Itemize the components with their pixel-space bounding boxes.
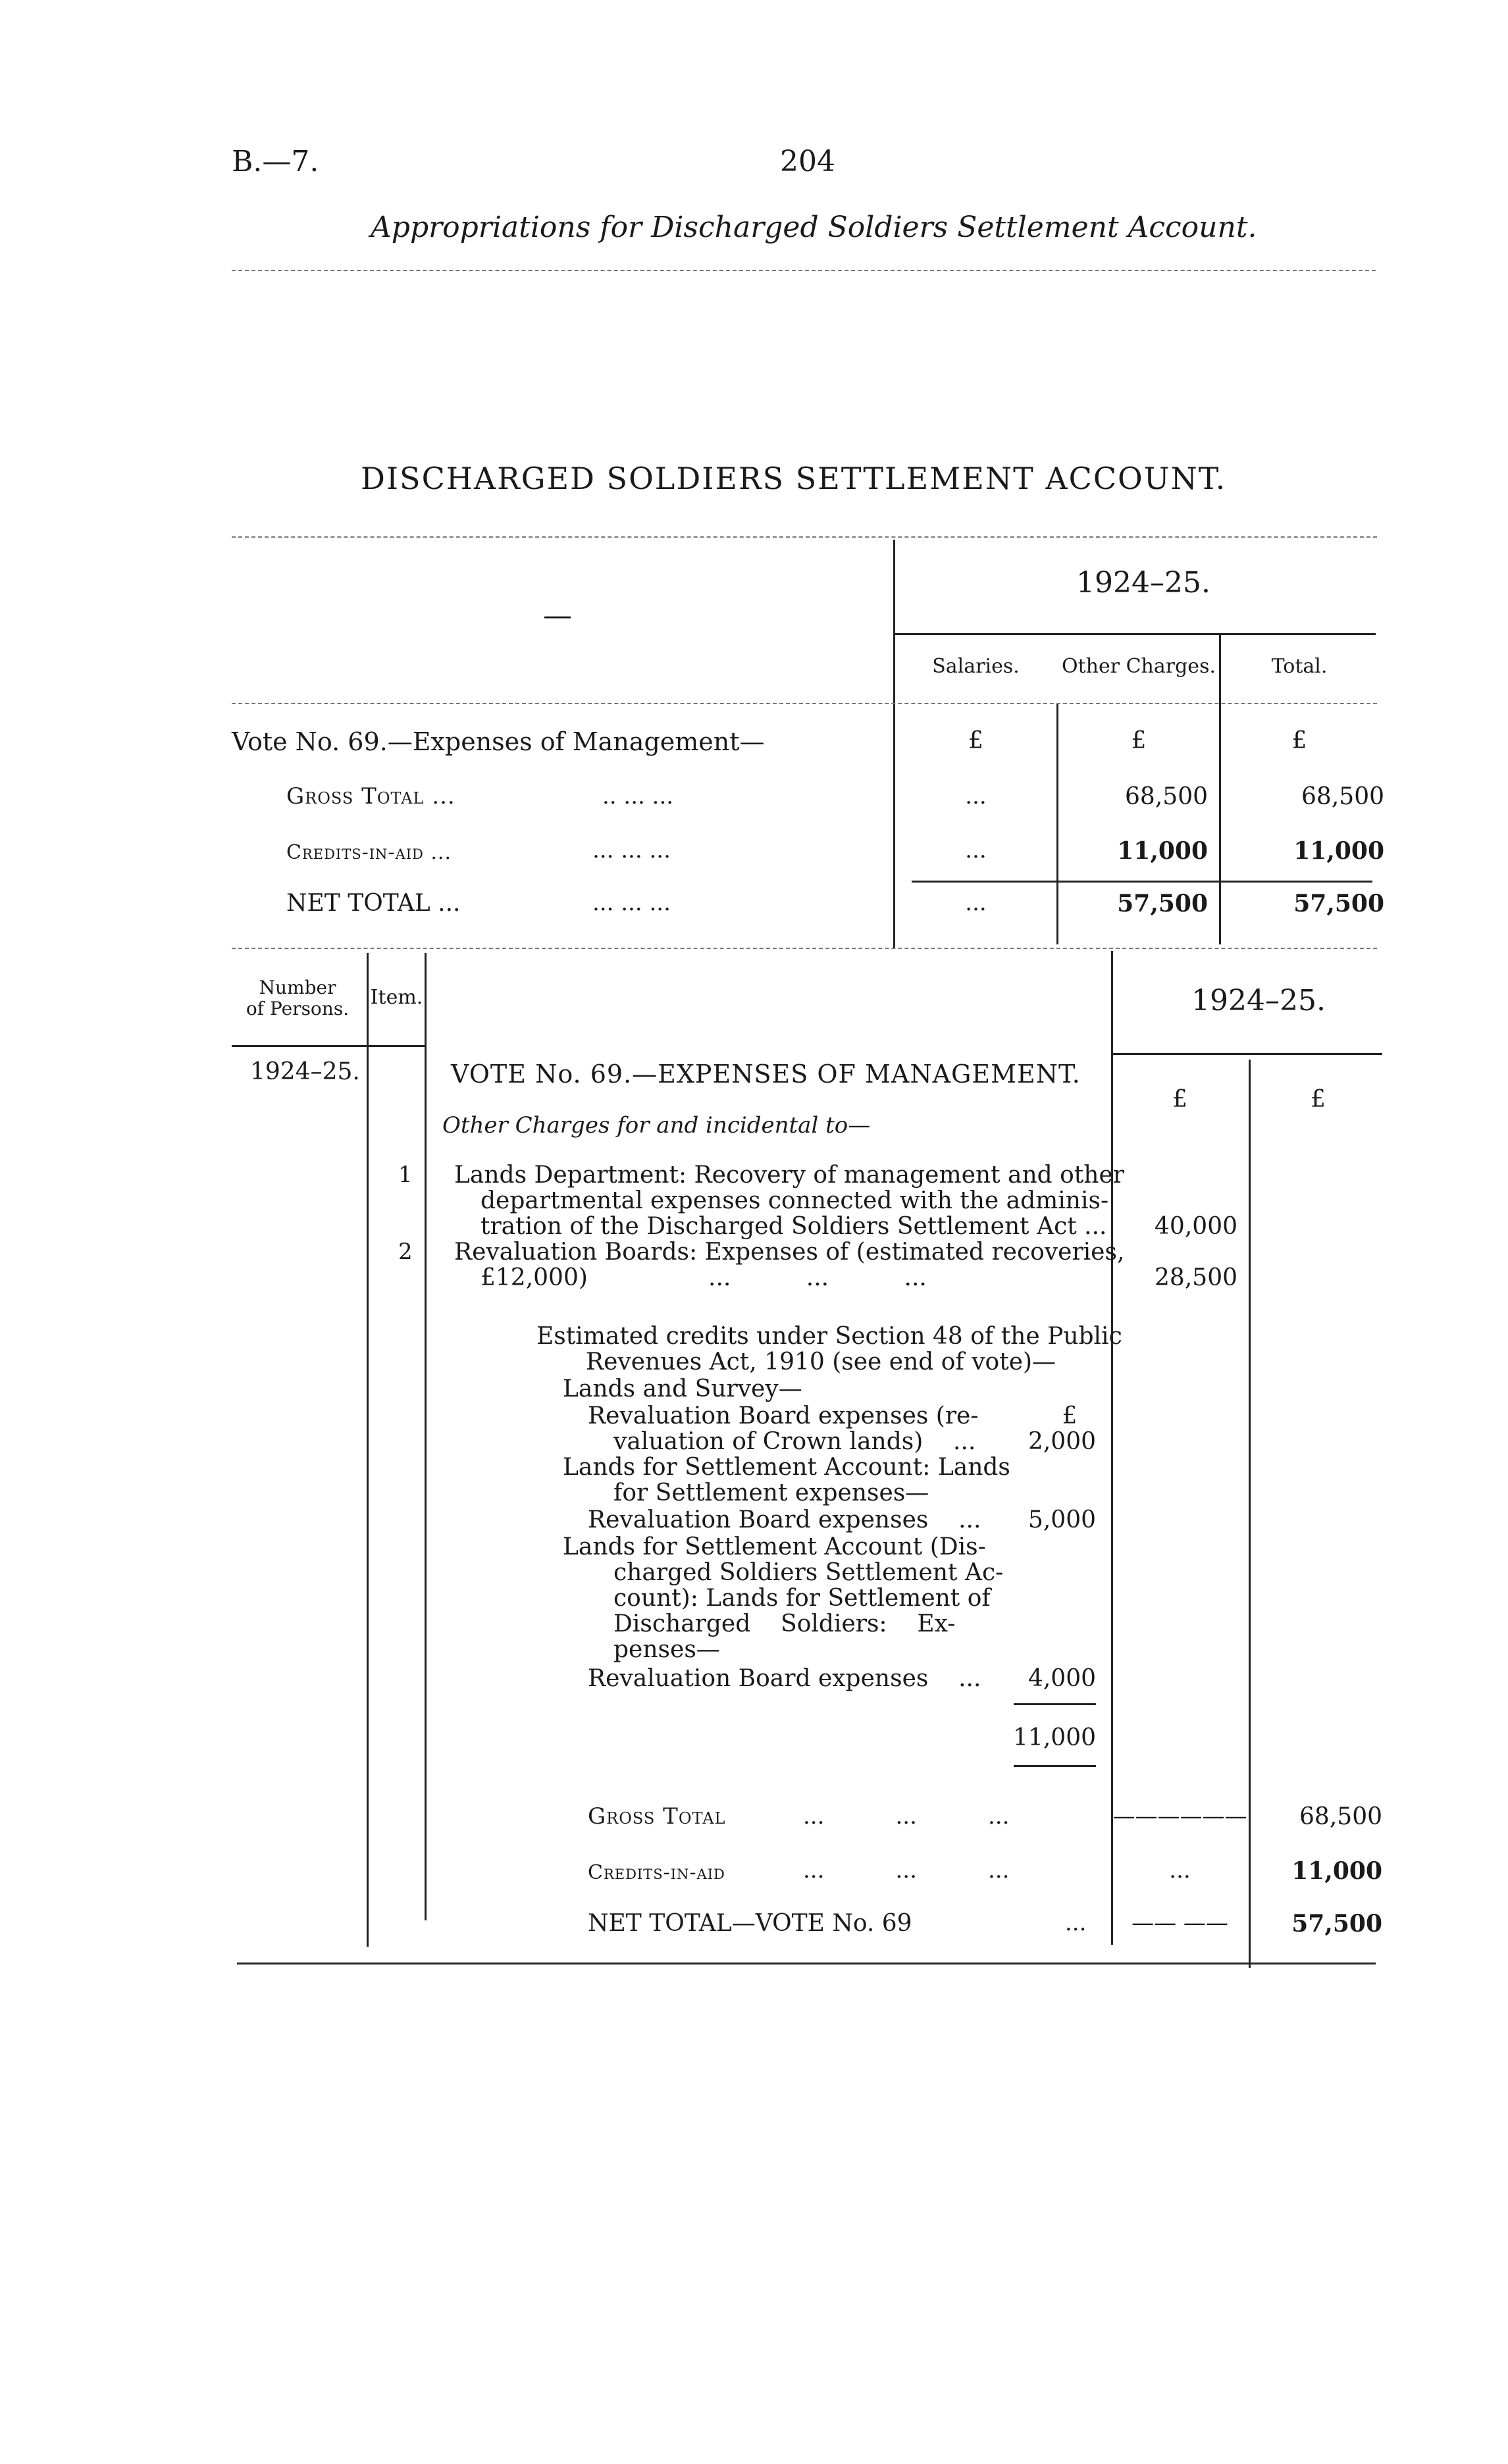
credits-intro-1: Estimated credits under Section 48 of the Public	[536, 1323, 1122, 1350]
detail-net-total-amount: 57,500	[1291, 1910, 1382, 1938]
net-total-leaders: ... ... ...	[592, 890, 671, 916]
col-number-of-persons-l2: of Persons.	[246, 998, 350, 1019]
detail-credits-in-aid-amount: 11,000	[1291, 1857, 1382, 1885]
lands-and-survey-title: Lands and Survey—	[563, 1375, 802, 1402]
detail-gross-total-label: Gross Total	[588, 1803, 726, 1830]
item-2-line-2: £12,000) ... ... ...	[481, 1264, 927, 1291]
detail-gross-total-amount: 68,500	[1299, 1803, 1382, 1830]
col-other-charges-header: Other Charges.	[1062, 655, 1216, 678]
col-number-of-persons-l1: Number	[259, 977, 336, 998]
item-1-amount: 40,000	[1155, 1213, 1237, 1240]
detail-divider-persons	[367, 953, 369, 1947]
document-reference: B.—7.	[232, 145, 319, 178]
detail-net-total-leaders: ...	[1065, 1910, 1087, 1936]
lands-settlement-line-2: for Settlement expenses—	[613, 1479, 929, 1506]
item-1-line-3: tration of the Discharged Soldiers Settlement Act ...	[481, 1213, 1107, 1240]
item-1-line-2: departmental expenses connected with the adminis-	[481, 1187, 1109, 1214]
detail-year: 1924–25.	[1191, 984, 1326, 1017]
summary-dash: —	[543, 599, 572, 632]
dss-account-line-3: count): Lands for Settlement of	[613, 1585, 991, 1612]
credits-subtotal-rule	[1014, 1703, 1096, 1705]
net-total-salaries: ...	[965, 890, 987, 916]
item-1-line-1: Lands Department: Recovery of management and other	[454, 1162, 1124, 1189]
col-item-header: Item.	[370, 986, 423, 1009]
item-2-line-1: Revaluation Boards: Expenses of (estimated recoveries,	[454, 1239, 1125, 1266]
credits-subtotal: 11,000	[1013, 1724, 1096, 1751]
credits-in-aid-total: 11,000	[1293, 837, 1384, 865]
lands-settlement-amount: 5,000	[1027, 1506, 1096, 1533]
dss-account-line-2: charged Soldiers Settlement Ac-	[613, 1559, 1004, 1586]
detail-bottom-rule	[237, 1963, 1376, 1964]
summary-year: 1924–25.	[1076, 566, 1210, 600]
detail-pound-2: £	[1311, 1086, 1326, 1113]
gross-total-other: 68,500	[1125, 783, 1208, 810]
net-total-rule	[912, 881, 1372, 883]
detail-credits-in-aid-leaders: ... ... ...	[803, 1857, 1010, 1884]
revaluation-crown-line-2: valuation of Crown lands) ...	[613, 1428, 976, 1455]
col-salaries-header: Salaries.	[932, 655, 1020, 678]
detail-gross-total-mid: ——————	[1112, 1803, 1247, 1830]
gross-total-label: Gross Total ...	[286, 783, 455, 809]
detail-net-total-mid: —— ——	[1131, 1910, 1228, 1936]
vote-heading: VOTE No. 69.—EXPENSES OF MANAGEMENT.	[451, 1060, 1081, 1089]
detail-year-rule	[1112, 1053, 1382, 1055]
detail-divider-total	[1249, 1060, 1251, 1968]
gross-total-salaries: ...	[965, 783, 987, 809]
summary-bottom-rule	[232, 948, 1377, 949]
summary-divider-other	[1056, 704, 1058, 944]
net-total-other: 57,500	[1117, 890, 1208, 917]
dss-account-amount: 4,000	[1027, 1665, 1096, 1692]
dss-account-line-1: Lands for Settlement Account (Dis-	[563, 1533, 986, 1560]
net-total-total: 57,500	[1293, 890, 1384, 917]
main-title: DISCHARGED SOLDIERS SETTLEMENT ACCOUNT.	[361, 461, 1227, 496]
credits-intro-2: Revenues Act, 1910 (see end of vote)—	[586, 1348, 1056, 1375]
running-title: Appropriations for Discharged Soldiers Settlement Account.	[371, 211, 1257, 244]
detail-pound-1: £	[1172, 1086, 1187, 1113]
credits-in-aid-leaders: ... ... ...	[592, 837, 671, 863]
detail-net-total-label: NET TOTAL—VOTE No. 69	[588, 1910, 912, 1937]
dss-account-line-4: Discharged Soldiers: Ex-	[613, 1610, 956, 1637]
page-number: 204	[780, 145, 835, 178]
credits-in-aid-other: 11,000	[1117, 837, 1208, 865]
header-rule	[232, 270, 1376, 271]
credits-in-aid-salaries: ...	[965, 837, 987, 863]
item-2-amount: 28,500	[1155, 1264, 1237, 1291]
lands-settlement-line-3: Revaluation Board expenses ...	[588, 1506, 981, 1533]
other-charges-subheading: Other Charges for and incidental to—	[442, 1112, 871, 1139]
gross-total-leaders: .. ... ...	[602, 783, 674, 809]
summary-divider-total	[1219, 635, 1221, 944]
detail-divider-item	[425, 953, 427, 1920]
detail-header-rule	[232, 1045, 426, 1047]
item-number-2: 2	[398, 1239, 413, 1265]
detail-credits-in-aid-mid: ...	[1169, 1857, 1191, 1884]
credits-pound: £	[1062, 1402, 1078, 1429]
gross-total-total: 68,500	[1301, 783, 1384, 810]
revaluation-crown-amount: 2,000	[1027, 1428, 1096, 1455]
summary-top-rule	[232, 536, 1377, 538]
pound-salaries: £	[968, 727, 983, 754]
pound-total: £	[1291, 727, 1307, 754]
summary-divider-left	[893, 540, 895, 948]
net-total-label: NET TOTAL ...	[286, 890, 461, 917]
detail-credits-in-aid-label: Credits-in-aid	[588, 1861, 725, 1884]
dss-account-line-6: Revaluation Board expenses ...	[588, 1665, 981, 1692]
item-number-1: 1	[398, 1162, 413, 1188]
summary-header-rule	[232, 703, 1377, 704]
pound-other: £	[1131, 727, 1147, 754]
dss-account-line-5: penses—	[613, 1636, 720, 1663]
summary-year-rule	[895, 633, 1376, 635]
vote-label: Vote No. 69.—Expenses of Management—	[232, 727, 765, 756]
persons-year: 1924–25.	[250, 1058, 360, 1085]
col-total-header: Total.	[1271, 655, 1328, 678]
revaluation-crown-line-1: Revaluation Board expenses (re-	[588, 1402, 979, 1429]
credits-in-aid-label: Credits-in-aid ...	[286, 841, 452, 864]
credits-subtotal-bottom-rule	[1014, 1765, 1096, 1767]
lands-settlement-line-1: Lands for Settlement Account: Lands	[563, 1454, 1010, 1481]
detail-gross-total-leaders: ... ... ...	[803, 1803, 1010, 1830]
